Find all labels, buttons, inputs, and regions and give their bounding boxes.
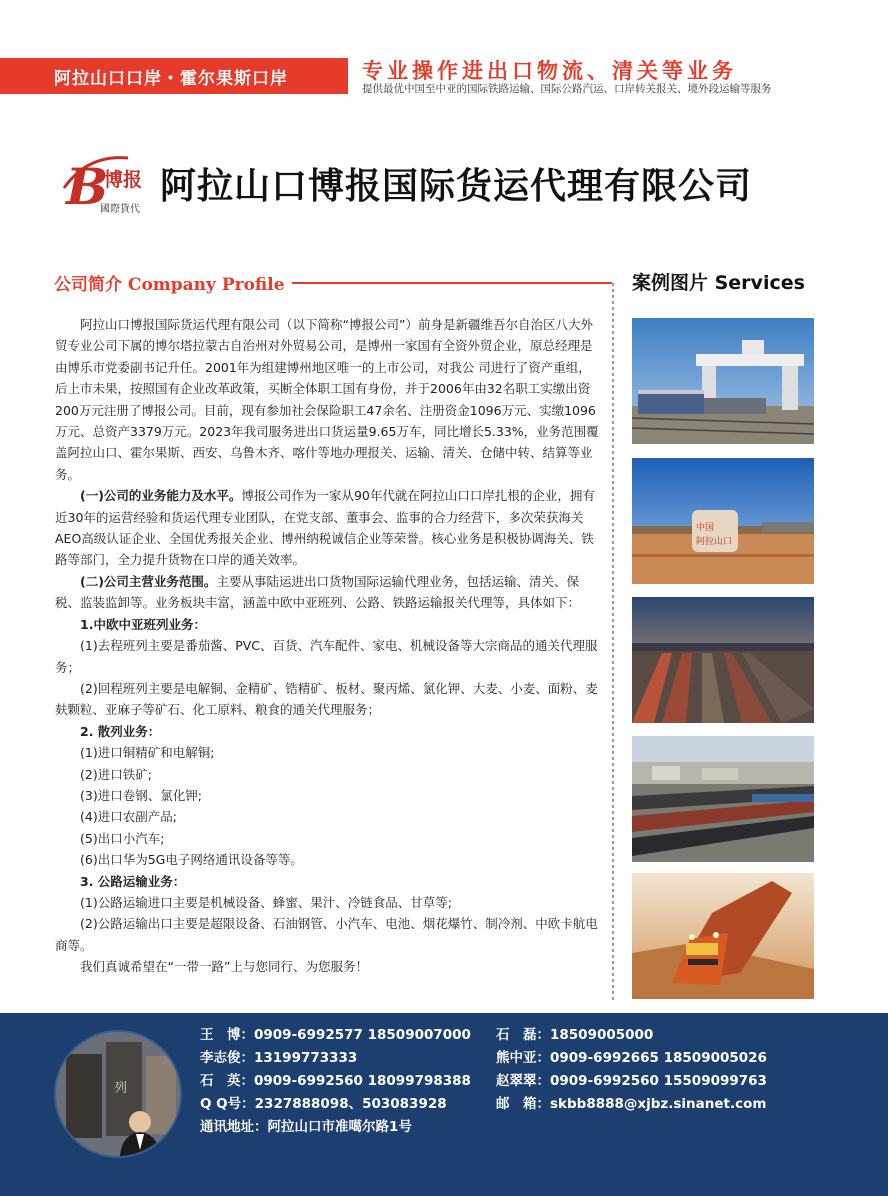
company-logo bbox=[58, 148, 158, 220]
company-name: 阿拉山口博报国际货运代理有限公司 bbox=[160, 166, 753, 207]
contact-li-zhijun: 李志俊：13199773333 bbox=[200, 1050, 358, 1066]
closing-paragraph: 我们真诚希望在“一带一路”上与您同行、为您服务！ bbox=[80, 959, 368, 975]
ports-text: 阿拉山口口岸・霍尔果斯口岸 bbox=[54, 69, 288, 89]
intro-paragraph: 阿拉山口博报国际货运代理有限公司（以下简称“博报公司”）前身是新疆维吾尔自治区八大外贸专业公司下属的博尔塔拉蒙古自治州对外贸易公司，是博州一家国有全资外贸企业，原总经理是由博乐市党委副书记升任。2001年为组建博州地区唯一的上市公司，对我公 司进行了资产重组，后上市未果，按照国有企业改革政策，买断全体职工国有身份，并于2006年由32名职工实缴出资200万元注册了博报公司。目前，现有参加社会保险职工47余名、注册资金1096万元、实缴1096万元、总资产3379万元。2023年我司服务进出口货运量9.65万车，同比增长5.33%，业务范围覆盖阿拉山口、霍尔果斯、西安、乌鲁木齐、喀什等地办理报关、运输、清关、仓储中转、结算等业务。 bbox=[55, 317, 599, 482]
svg-text:列: 列 bbox=[114, 1081, 128, 1096]
section1-title: 1.中欧中亚班列业务： bbox=[80, 616, 206, 632]
contact-zhao-cuicui: 赵翠翠：0909-6992560 15509099763 bbox=[496, 1073, 767, 1089]
scope-title: (二)公司主营业务范围。 bbox=[80, 573, 217, 589]
photo-freight-yard bbox=[632, 736, 814, 862]
photo-locomotive bbox=[632, 873, 814, 999]
svg-text:中国: 中国 bbox=[696, 523, 715, 533]
slogan: 专业操作进出口物流、清关等业务 bbox=[362, 59, 737, 83]
logo-sub: 國際貨代 bbox=[100, 204, 140, 215]
section2-item: (5)出口小汽车; bbox=[80, 830, 165, 846]
section3-item: (1)公路运输进口主要是机械设备、蜂蜜、果汁、冷链食品、甘草等; bbox=[80, 894, 452, 910]
contact-qq: Q Q号：2327888098、503083928 bbox=[200, 1096, 447, 1112]
photo-border-gate bbox=[632, 318, 814, 444]
contact-address: 通讯地址：阿拉山口市准噶尔路1号 bbox=[200, 1119, 412, 1135]
profile-heading bbox=[54, 270, 285, 295]
scope-text: 主要从事陆运进出口货物国际运输代理业务，包括运输、清关、保税、监装监卸等。业务板块丰富，涵盖中欧中亚班列、公路、铁路运输报关代理等，具体如下： bbox=[55, 573, 581, 611]
section1-item: (2)回程班列主要是电解铜、金精矿、锆精矿、板材、聚丙烯、氯化钾、大麦、小麦、面粉、麦麸颗粒、亚麻子等矿石、化工原料、粮食的通关代理服务； bbox=[55, 680, 598, 718]
slogan-subtitle: 提供最优中国至中亚的国际铁路运输、国际公路汽运、口岸转关报关、境外段运输等服务 bbox=[362, 83, 772, 95]
photo-rail-yard-dusk bbox=[632, 597, 814, 723]
svg-text:阿拉山口: 阿拉山口 bbox=[696, 537, 733, 547]
logo-letter: B bbox=[66, 157, 109, 216]
contact-xiong-zhongya: 熊中亚：0909-6992665 18509005026 bbox=[496, 1050, 767, 1066]
contact-wang-bo: 王 博：0909-6992577 18509007000 bbox=[200, 1027, 471, 1043]
services-heading: 案例图片 Services bbox=[632, 272, 805, 294]
logo-cn: 博报 bbox=[104, 169, 143, 191]
section2-item: (3)进口卷钢、氯化钾; bbox=[80, 787, 202, 803]
section2-item: (2)进口铁矿; bbox=[80, 766, 152, 782]
contact-shi-ying: 石 英：0909-6992560 18099798388 bbox=[200, 1073, 471, 1089]
ports-banner bbox=[0, 58, 348, 94]
section2-item: (6)出口华为5G电子网络通讯设备等等。 bbox=[80, 852, 303, 868]
photo-port-monument bbox=[632, 458, 814, 584]
profile-body bbox=[55, 314, 603, 978]
heading-rule bbox=[292, 282, 612, 284]
section2-item: (1)进口铜精矿和电解铜; bbox=[80, 745, 215, 761]
section1-item: (1)去程班列主要是番茄酱、PVC、百货、汽车配件、家电、机械设备等大宗商品的通关代理服务； bbox=[55, 638, 598, 675]
capability-text: 博报公司作为一家从90年代就在阿拉山口口岸扎根的企业，拥有近30年的运营经验和货运代理专业团队，在党支部、董事会、监事的合力经营下，多次荣获海关AEO高级认证企业、全国优秀报关企业、博州纳税诚信企业等荣誉。核心业务是积极协调海关、铁路等部门，全力提升货物在口岸的通关效率。 bbox=[55, 488, 595, 568]
footer-staff-photo bbox=[54, 1030, 182, 1158]
section2-item: (4)进口农副产品; bbox=[80, 809, 177, 825]
profile-heading-en: Company Profile bbox=[127, 275, 285, 295]
scope-paragraph bbox=[55, 571, 603, 614]
section2-title: 2. 散列业务： bbox=[80, 723, 161, 739]
capability-paragraph bbox=[55, 485, 603, 571]
column-divider bbox=[612, 283, 614, 1003]
section3-item: (2)公路运输出口主要是超限设备、石油钢管、小汽车、电池、烟花爆竹、制冷剂、中欧卡航电商等。 bbox=[55, 916, 598, 953]
contact-email: 邮 箱：skbb8888@xjbz.sinanet.com bbox=[496, 1096, 767, 1112]
contact-shi-lei: 石 磊：18509005000 bbox=[496, 1027, 654, 1043]
section3-title: 3. 公路运输业务： bbox=[80, 873, 186, 889]
capability-title: (一)公司的业务能力及水平。 bbox=[80, 488, 242, 504]
profile-heading-cn: 公司简介 bbox=[54, 275, 122, 295]
